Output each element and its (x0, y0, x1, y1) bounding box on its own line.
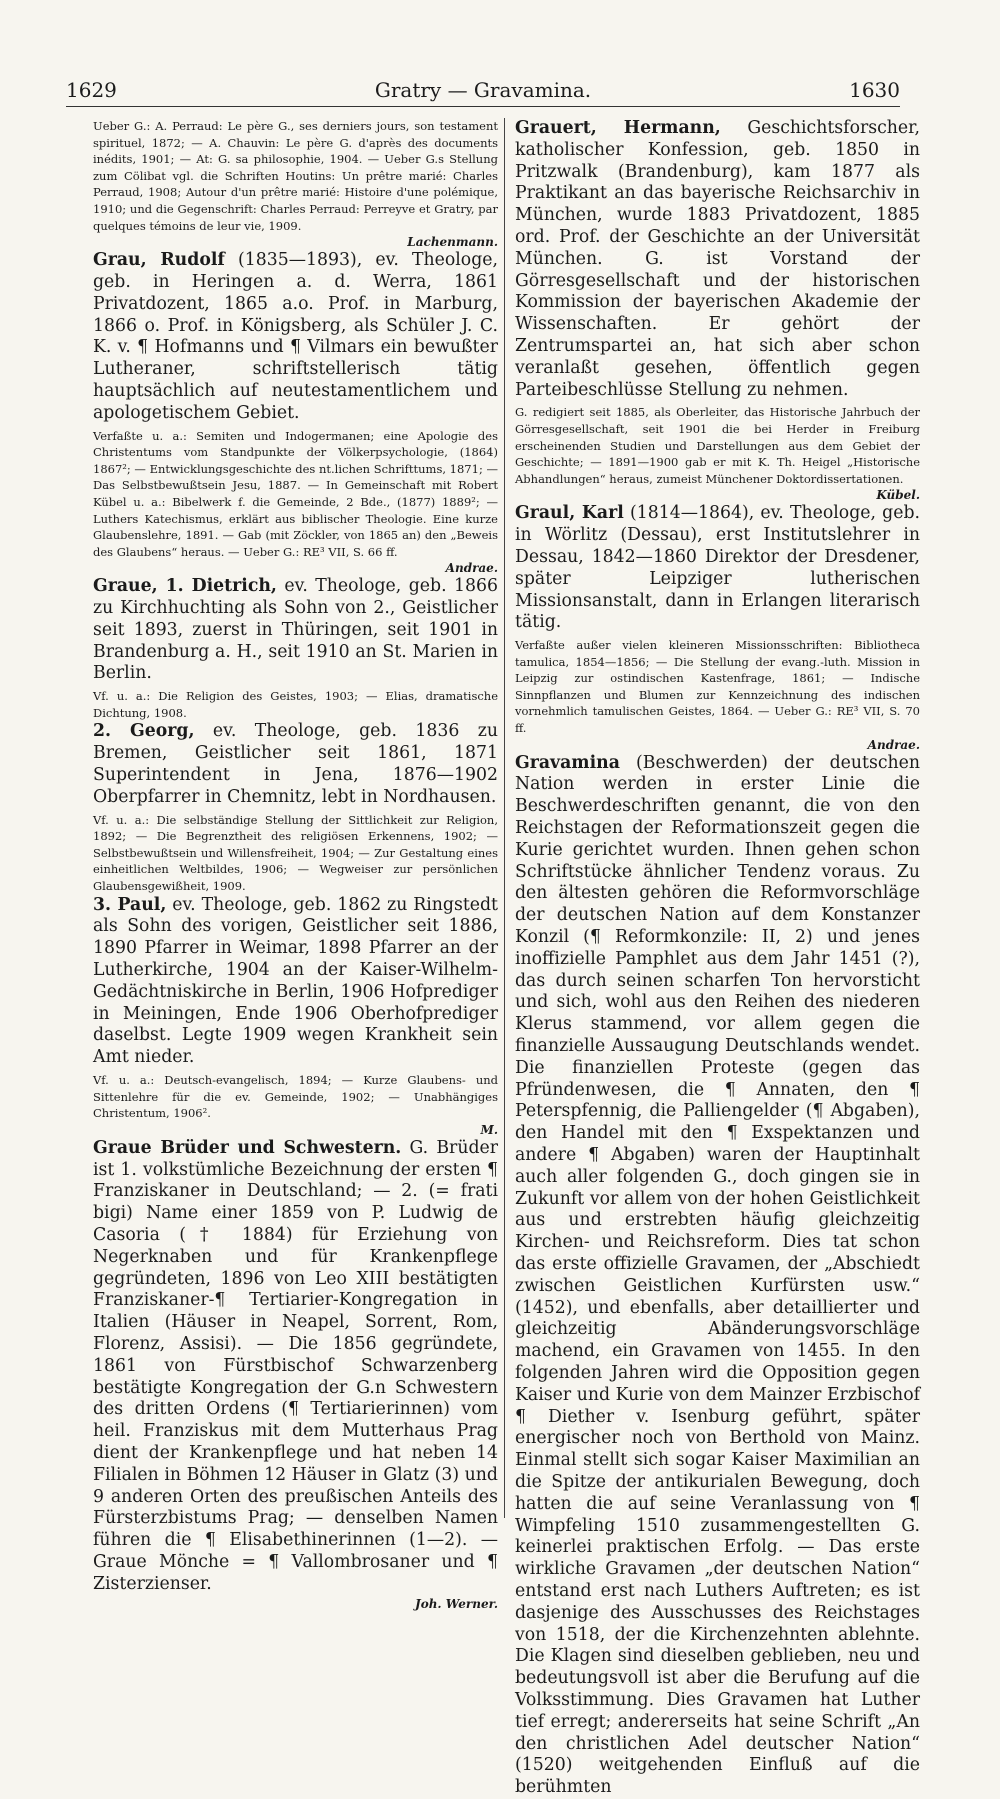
entry-headword: Graul, Karl (515, 503, 624, 524)
entry-text: ev. Theologe, geb. 1866 zu Kirchhuchting als Sohn von 2., Geistlicher seit 1893, zuerst in Thüringen, seit 1901 in Brandenburg a. H., seit 1910 an St. Marien in Berlin. (93, 576, 499, 684)
entry-text: G. Brüder ist 1. volkstümliche Bezeichnung der ersten ¶ Franziskaner in Deutschland; — 2. (= frati bigi) Name einer 1859 von P. Ludwig de Casoria († 1884) für Erziehung von Negerknaben und für Krankenpflege gegründeten, 1896 von Leo XIII bestätigten Franziskaner-¶ Tertiarier-Kongregation in Italien (Häuser in Neapel, Sorrent, Rom, Florenz, Assisi). — Die 1856 gegründete, 1861 von Fürstbischof Schwarzenberg bestätigte Kongregation der G.n Schwestern des dritten Ordens (¶ Tertiarierinnen) vom heil. Franziskus mit dem Mutterhaus Prag dient der Krankenpflege und hat neben 14 Filialen in Böhmen 12 Häuser in Glatz (3) und 9 anderen Orten des preußischen Anteils des Fürsterzbistums Prag; — denselben Namen führen die ¶ Elisabethinerinnen (1—2). — Graue Mönche = ¶ Vallombrosaner und ¶ Zisterzienser. (93, 1137, 498, 1594)
entry-graul (515, 503, 920, 634)
author-signature: Kübel. (876, 488, 920, 503)
running-title: Gratry — Gravamina. (374, 78, 592, 102)
entry-headword: 2. Georg, (93, 721, 195, 742)
entry-gravamina (515, 753, 920, 1799)
bibliography-note: Verfaßte außer vielen kleineren Missionsschriften: Bibliotheca tamulica, 1854—1856; — Die Stellung der evang.-luth. Mission in Leipzig zur ostindischen Kastenfrage, 1861; — Indische Sinnpflanzen und Blumen zur Kennzeichnung des indischen vornehmlich tamulischen Geistes, 1864. — Ueber G.: RE³ VII, S. 70 ff. (515, 638, 920, 736)
entry-graue-paul (93, 895, 498, 1069)
page-number-right: 1630 (849, 78, 900, 102)
entry-text: Geschichtsforscher, katholischer Konfession, geb. 1850 in Pritzwalk (Brandenburg), kam 1877 als Praktikant an das bayerische Reichsarchiv in München, wurde 1883 Privatdozent, 1885 ord. Prof. der Geschichte an der Universität München. G. ist Vorstand der Görresgesellschaft und der historischen Kommission der bayerischen Akademie der Wissenschaften. Er gehört der Zentrumspartei an, hat sich aber schon veranlaßt gesehen, öffentlich gegen Parteibeschlüsse Stellung zu nehmen. (515, 118, 920, 400)
author-signature: Andrae. (445, 561, 498, 576)
author-signature: Joh. Werner. (415, 1596, 498, 1611)
column-divider (504, 118, 505, 1518)
bibliography-note: Vf. u. a.: Die selbständige Stellung der Sittlichkeit zur Religion, 1892; — Die Begrenztheit des religiösen Erkennens, 1902; — Selbstbewußtsein und Willensfreiheit, 1904; — Zur Gestaltung eines einheitlichen Weltbildes, 1906; — Wegweiser zur persönlichen Glaubensgewißheit, 1909. (93, 812, 498, 894)
entry-headword: Grau, Rudolf (93, 250, 225, 271)
entry-text: (1814—1864), ev. Theologe, geb. in Wörlitz (Dessau), erst Institutslehrer in Dessau, 1842—1860 Direktor der Dresdener, später Leipziger lutherischen Missionsanstalt, dann in Erlangen literarisch tätig. (515, 503, 921, 633)
left-column (93, 118, 499, 1611)
entry-text: (Beschwerden) der deutschen Nation werden in erster Linie die Beschwerdeschriften genannt, die von den Reichstagen der Reformationszeit gegen die Kurie gerichtet wurden. Ihnen gehen schon Schriftstücke ähnlicher Tendenz voraus. Zu den ältesten gehören die Reformvorschläge der deutschen Nation auf dem Konstanzer Konzil (¶ Reformkonzile: II, 2) und jenes inoffizielle Pamphlet aus dem Jahr 1451 (?), das durch seinen scharfen Ton hervorsticht und sich, wohl aus den Reihen des niederen Klerus stammend, vor allem gegen die finanzielle Aussaugung Deutschlands wendet. Die finanziellen Proteste (gegen das Pfründenwesen, die ¶ Annaten, den ¶ Peterspfennig, die Palliengelder (¶ Abgaben), den Handel mit den ¶ Exspektanzen und andere ¶ Abgaben) waren der Hauptinhalt auch aller folgenden G., doch gingen sie in Zukunft vor allem von der hohen Geistlichkeit aus und erstrebten häufig gleichzeitig Kirchen- und Reichsreform. Dies tat schon das erste offizielle Gravamen, der „Abschiedt zwischen Geistlichen Kurfürsten usw.“ (1452), und ebenfalls, aber detaillierter und gleichzeitig Abänderungsvorschläge machend, ein Gravamen von 1455. In den folgenden Jahren wird die Opposition gegen Kaiser und Kurie von dem Mainzer Erzbischof ¶ Diether v. Isenburg geführt, später energischer noch von Berthold von Mainz. Einmal stellt sich sogar Kaiser Maximilian an die Spitze der antikurialen Bewegung, doch hatten die auf seine Veranlassung von ¶ Wimpfeling 1510 zusammengestellten G. keinerlei praktischen Erfolg. — Das erste wirkliche Gravamen „der deutschen Nation“ entstand erst nach Luthers Auftreten; es ist dasjenige des Ausschusses des Reichstages von 1518, der die Kirchenzehnten ablehnte. Die Klagen sind dieselben geblieben, neu und bedeutungsvoll ist aber die Berufung auf die Volksstimmung. Dies Gravamen hat Luther tief erregt; andererseits hat seine Schrift „An den christlichen Adel deutscher Nation“ (1520) weitgehenden Einfluß auf die berühmten (515, 752, 920, 1798)
running-header (66, 76, 900, 107)
entry-grauert (515, 118, 920, 401)
bibliography-note: Verfaßte u. a.: Semiten und Indogermanen; eine Apologie des Christentums vom Standpunkte der Völkerpsychologie, (1864) 1867²; — Entwicklungsgeschichte des nt.lichen Schrifttums, 1871; — Das Selbstbewußtsein Jesu, 1887. — In Gemeinschaft mit Robert Kübel u. a.: Bibelwerk f. die Gemeinde, 2 Bde., (1877) 1889²; — Luthers Katechismus, erklärt aus biblischer Theologie. Eine kurze Glaubenslehre, 1891. — Gab (mit Zöckler, von 1865 an) den „Beweis des Glaubens“ heraus. — Ueber G.: RE³ VII, S. 66 ff. (93, 428, 498, 559)
entry-headword: 3. Paul, (93, 894, 167, 915)
entry-headword: Grauert, Hermann, (515, 118, 721, 138)
entry-headword: Graue Brüder und Schwestern. (93, 1137, 402, 1158)
entry-text: ev. Theologe, geb. 1836 zu Bremen, Geistlicher seit 1861, 1871 Superintendent in Jena, 1876—1902 Oberpfarrer in Chemnitz, lebt in Nordhausen. (93, 721, 498, 807)
right-column (515, 118, 921, 1798)
author-signature: Lachenmann. (407, 235, 498, 250)
entry-graue-dietrich (93, 576, 498, 685)
entry-graue-brueder (93, 1138, 498, 1596)
bibliography-note: Ueber G.: A. Perraud: Le père G., ses derniers jours, son testament spirituel, 1872; — A. Chauvin: Le père G. d'après des documents inédits, 1901; — At: G. sa philosophie, 1904. — Ueber G.s Stellung zum Cölibat vgl. die Schriften Houtins: Un prêtre marié: Charles Perraud, 1908; Autour d'un prêtre marié: Histoire d'une polémique, 1910; und die Gegenschrift: Charles Perraud: Perreyve et Gratry, par quelques témoins de leur vie, 1909. (93, 119, 498, 233)
entry-headword: Gravamina (515, 752, 620, 773)
entry-graue-georg (93, 721, 498, 808)
entry-grau (93, 250, 498, 424)
entry-headword: Graue, 1. Dietrich, (93, 576, 277, 597)
bibliography-note: G. redigiert seit 1885, als Oberleiter, das Historische Jahrbuch der Görresgesellschaft, seit 1901 die bei Herder in Freiburg erscheinenden Studien und Darstellungen aus dem Gebiet der Geschichte; — 1891—1900 gab er mit K. Th. Heigel „Historische Abhandlungen“ heraus, zumeist Münchener Doktordissertationen. (515, 405, 920, 486)
entry-text: ev. Theologe, geb. 1862 zu Ringstedt als Sohn des vorigen, Geistlicher seit 1886, 1890 Pfarrer in Weimar, 1898 Pfarrer an der Lutherkirche, 1904 an der Kaiser-Wilhelm-Gedächtniskirche in Berlin, 1906 Hofprediger in Meiningen, Ende 1906 Oberhofprediger daselbst. Legte 1909 wegen Krankheit sein Amt nieder. (93, 894, 498, 1068)
entry-text: (1835—1893), ev. Theologe, geb. in Heringen a. d. Werra, 1861 Privatdozent, 1865 a.o. Prof. in Marburg, 1866 o. Prof. in Königsberg, als Schüler J. C. K. v. ¶ Hofmanns und ¶ Vilmars ein bewußter Lutheraner, schriftstellerisch tätig hauptsächlich auf neutestamentlichem und apologetischem Gebiet. (93, 250, 498, 423)
author-signature: M. (480, 1122, 498, 1137)
page-number-left: 1629 (66, 78, 117, 102)
bibliography-note: Vf. u. a.: Die Religion des Geistes, 1903; — Elias, dramatische Dichtung, 1908. (93, 689, 498, 720)
author-signature: Andrae. (867, 737, 920, 752)
bibliography-note: Vf. u. a.: Deutsch-evangelisch, 1894; — Kurze Glaubens- und Sittenlehre für die ev. Gemeinde, 1902; — Unabhängiges Christentum, 1906². (93, 1072, 498, 1121)
